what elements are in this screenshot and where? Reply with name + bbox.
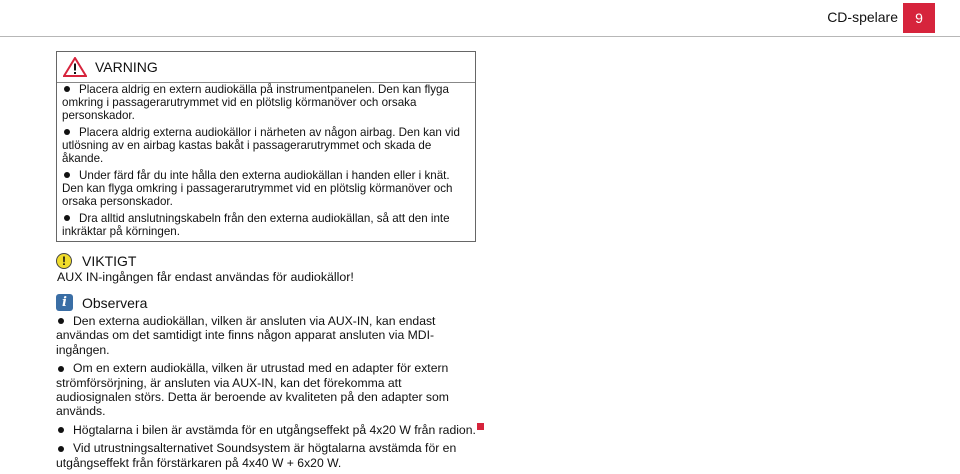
section-title: CD-spelare [827,9,898,25]
page-number: 9 [903,3,935,33]
end-of-section-marker [477,423,484,430]
warning-box [56,51,476,242]
note-item: Om en extern audiokälla, vilken är utrustad med en adapter för extern strömförsörjning, är ansluten via AUX-IN, kan det förekomma att audiosignalen störs. Detta är beroende av kvaliteten på den adapter som används. [56,361,449,419]
warning-item: Placera aldrig externa audiokällor i närheten av någon airbag. Den kan vid utlösning av en airbag kastas bakåt i passagerarutrymmet och skada de åkande. [62,126,460,165]
warning-label: VARNING [95,59,158,75]
warning-header [57,52,475,83]
note-item: Vid utrustningsalternativet Soundsystem är högtalarna avstämda för en utgångseffekt från förstärkaren på 4x40 W + 6x20 W. [56,441,457,470]
bullet-icon [58,446,64,452]
note-item: Den externa audiokällan, vilken är ansluten via AUX-IN, kan endast användas om det samtidigt inte finns någon apparat ansluten via MDI-ingången. [56,314,436,357]
warning-triangle-icon [63,57,87,77]
page-header [0,0,960,37]
note-list [56,314,476,474]
bullet-icon [58,427,64,433]
bullet-icon [64,215,70,221]
important-label: VIKTIGT [82,253,137,269]
warning-list [62,83,472,242]
note-item: Högtalarna i bilen är avstämda för en utgångseffekt på 4x20 W från radion. [56,423,476,437]
info-icon: i [56,294,73,311]
bullet-icon [64,86,70,92]
bullet-icon [58,318,64,324]
bullet-icon [58,366,64,372]
bullet-icon [64,172,70,178]
note-label: Observera [82,295,148,311]
important-text: AUX IN-ingången får endast användas för audiokällor! [57,270,354,284]
warning-item: Under färd får du inte hålla den externa audiokällan i handen eller i knät. Den kan flyga omkring i passagerarutrymmet vid en plötslig körmanöver och orsaka personskador. [62,169,453,208]
warning-item: Placera aldrig en extern audiokälla på instrumentpanelen. Den kan flyga omkring i passagerarutrymmet vid en plötslig körmanöver och orsaka personskador. [62,83,449,122]
warning-item: Dra alltid anslutningskabeln från den externa audiokällan, så att den inte inkräktar på körningen. [62,212,450,238]
exclamation-circle-icon: ! [56,253,72,269]
bullet-icon [64,129,70,135]
